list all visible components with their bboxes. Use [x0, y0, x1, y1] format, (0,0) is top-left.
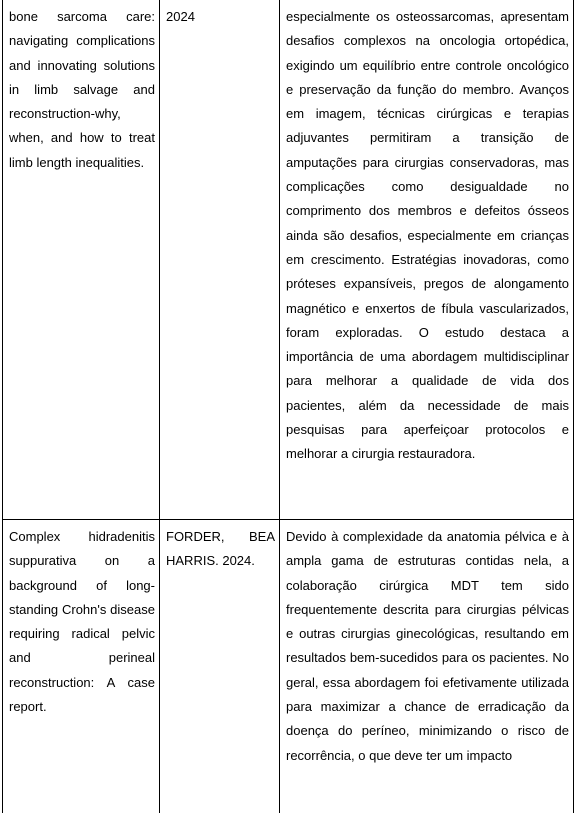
table-row	[3, 520, 574, 813]
article-title-cell: bone sarcoma care: navigating complications and innovating solutions in limb salvage and reconstruction-why, when, and how to treat limb length inequalities.	[3, 0, 160, 520]
references-table	[2, 0, 574, 813]
summary-cell: Devido à complexidade da anatomia pélvica e à ampla gama de estruturas contidas nela, a colaboração cirúrgica MDT tem sido frequentemente descrita para cirurgias pélvicas e outras cirurgias ginecológicas, resultando em resultados bem-sucedidos para os pacientes. No geral, essa abordagem foi efetivamente utilizada para maximizar a chance de erradicação da doença do períneo, minimizando o risco de recorrência, o que deve ter um impacto	[280, 520, 574, 813]
author-year-cell: 2024	[160, 0, 280, 520]
author-year-cell: FORDER, BEA HARRIS. 2024.	[160, 520, 280, 813]
table-row	[3, 0, 574, 520]
article-title-cell: Complex hidradenitis suppurativa on a background of long-standing Crohn's disease requiring radical pelvic and perineal reconstruction: A case report.	[3, 520, 160, 813]
summary-cell: especialmente os osteossarcomas, apresentam desafios complexos na oncologia ortopédica, exigindo um equilíbrio entre controle oncológico e preservação da função do membro. Avanços em imagem, técnicas cirúrgicas e terapias adjuvantes permitiram a transição de amputações para cirurgias conservadoras, mas complicações como desigualdade no comprimento dos membros e defeitos ósseos ainda são desafios, especialmente em crianças em crescimento. Estratégias inovadoras, como próteses expansíveis, pregos de alongamento magnético e enxertos de fíbula vascularizados, foram exploradas. O estudo destaca a importância de uma abordagem multidisciplinar para melhorar a qualidade de vida dos pacientes, além da necessidade de mais pesquisas para aperfeiçoar protocolos e melhorar a cirurgia restauradora.	[280, 0, 574, 520]
